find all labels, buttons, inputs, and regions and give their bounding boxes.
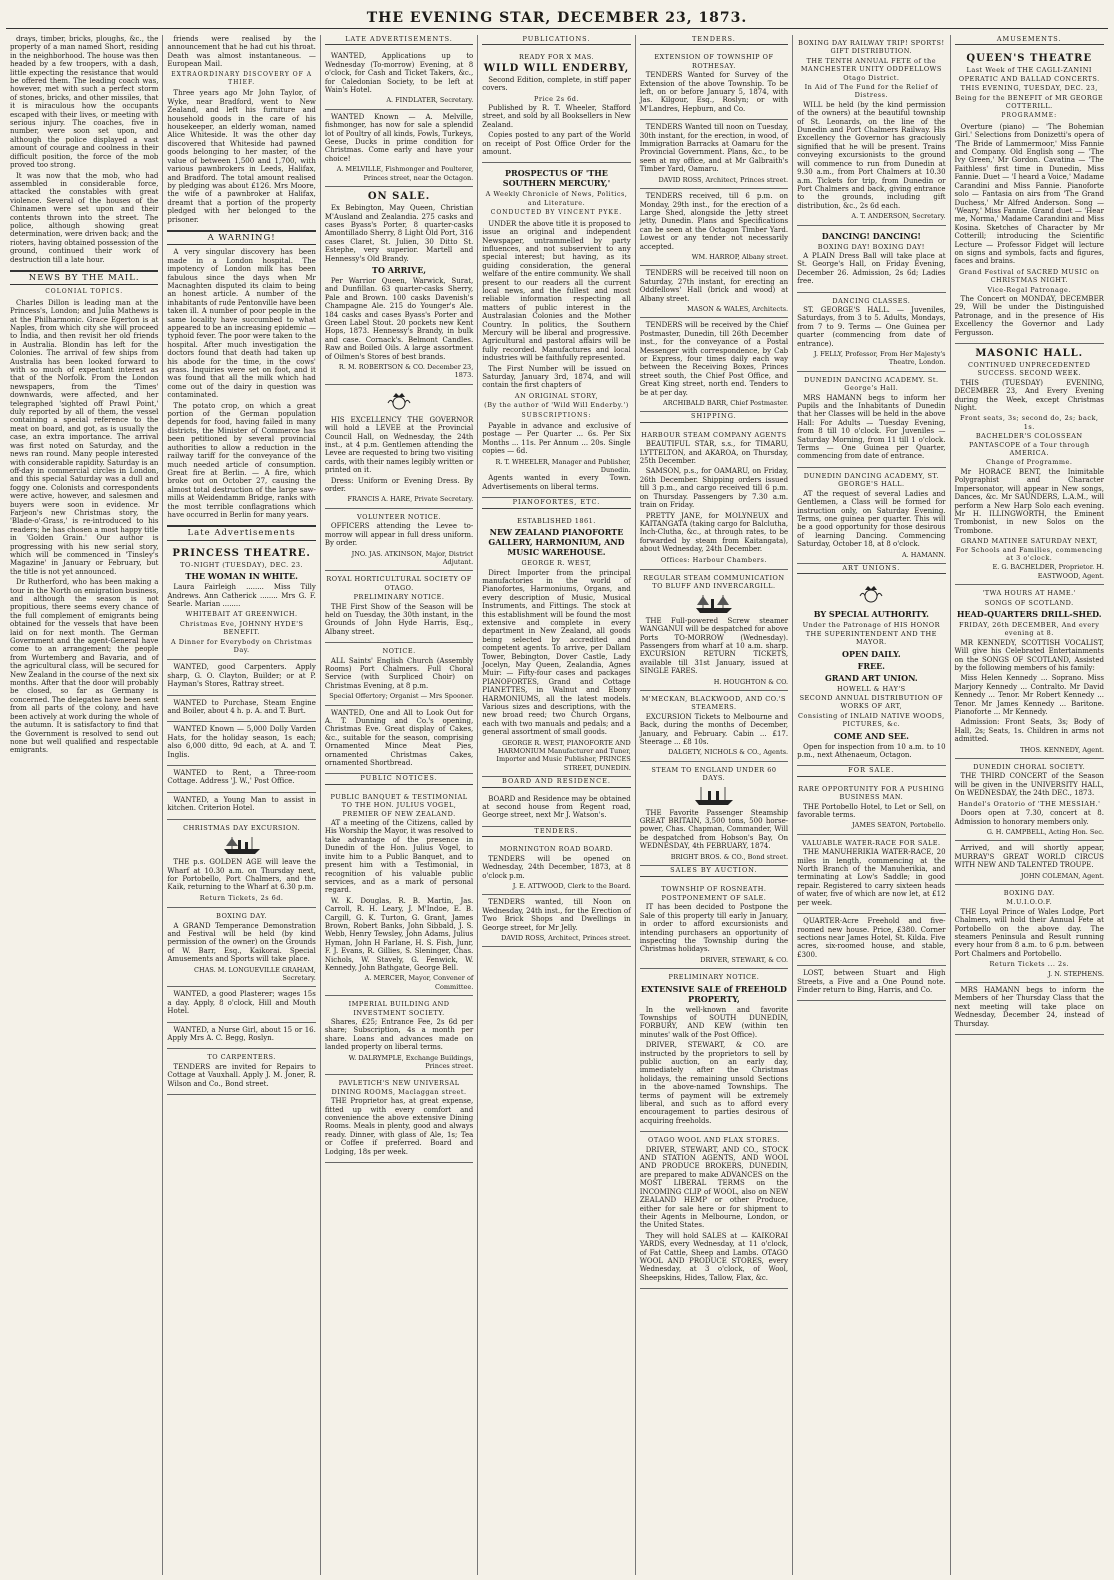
ad-signature: JNO. JAS. ATKINSON, Major, District Adjutant.	[351, 549, 474, 566]
ad-text: DRIVER, STEWART, AND CO., STOCK AND STATION AGENTS, AND WOOL AND PRODUCE BROKERS, DUNEDIN, are prepared to make ADVANCES on the MOST LIBERAL TERMS on the INCOMING CLIP of WOOL, also on NEW ZEALAND HEMP or other Produce, either for sale here or for shipment to their Agents in Melbourne, London, or the United States.	[639, 1145, 789, 1230]
tender-ad	[640, 120, 788, 189]
ad-text: UNDER the above title it is proposed to issue an original and independent Newspaper, untrammelled by party influences, and not subservient to any special interest; but having, as its guiding consideration, the general welfare of the entire community. We shall present to our readers all the current local news, and the fullest and most reliable information respecting all matters of public interest in the Australasian Colonies and the Mother Country. In politics, the Southern Mercury will be liberal and progressive. Agricultural and pastoral affairs will be fully recorded. Manufactures and local industries will be faithfully represented.	[482, 219, 631, 363]
ad-title: M'MECKAN, BLACKWOOD, AND CO.'S STEAMERS.	[641, 695, 787, 712]
section-header: SALES BY AUCTION.	[640, 866, 788, 876]
article-text: Charles Dillon is leading man at the Princess's, London; and Julia Mathews is at the Philharmonic. Grace Egerton is at Naples, from which city she will proceed to India, and then revisit her old friends in Australia. Blondin has left for the Colonies. The arrival of few ships from Australia has been looked forward to with so much of expectant interest as that of the Norfolk. From the London newspapers, from the 'Times' downwards, were affected, and her telegraphed 'sighted off Prawl Point,' duly reported by all of them, the vessel containing a special reference to the meat on board, and got, as is usually the case, an extra importance. The arrival was first noted on Saturday, and the news ran round. Many people interested with considerable rapidity. Saturday is an off-day in commercial circles in London, and this special Saturday was a dull and foggy one. Colonists and correspondents were active, however, and salesmen and buyers were soon in evidence. Mr Farjeon's new Christmas story, the 'Blade-o'-Grass,' is re-introduced to his readers; he has chosen a most happy title in 'Golden Grain.' Our author is progressing with his new serial story, which will be commenced in 'Tinsley's Magazine' in January or February, but the title is not yet announced.	[10, 298, 159, 576]
ad-text: QUARTER-Acre Freehold and five-roomed new house. Price, £380. Corner sections near James Hotel, St. Kilda. Five acres, six-roomed house, and stable, £300.	[797, 917, 946, 959]
ad-text: ALL Saints' English Church (Assembly Rooms) Port Chalmers. Full Choral Service (with Surpliced Choir) on Christmas Evening, at 8 p.m.	[324, 656, 474, 690]
prospectus-ad	[482, 163, 630, 498]
ad-text: AT the request of several Ladies and Gentlemen, a Class will be formed for instruction only, on Saturday Evening. Terms, one guinea per quarter. This will be a good opportunity for those desirous of learning Dancing. Commencing Saturday, October 18, at 8 o'clock.	[797, 489, 946, 549]
ad-signature: WM. HARROP, Albany street.	[691, 252, 789, 261]
ad-text: THE Proprietor has, at great expense, fitted up with every comfort and convenience the above extensive Dining Rooms. Meals in plenty, good and always ready. Dinner, with glass of Ale, 1s; Tea or Coffee if preferred. Board and Lodging, 18s per week.	[324, 1097, 474, 1156]
concert-ad	[955, 585, 1104, 759]
section-header: LATE ADVERTISEMENTS.	[325, 35, 473, 45]
ad-subtitle: EXTENSIVE SALE of FREEHOLD PROPERTY,	[640, 983, 787, 1004]
ad-title: PUBLIC BANQUET & TESTIMONIAL TO THE HON. JULIUS VOGEL, PREMIER OF NEW ZEALAND.	[330, 792, 468, 818]
ad-dinner: A Dinner for Everybody on Christmas Day.	[170, 637, 313, 654]
ad-text: TENDERS will be received till noon on Saturday, 27th instant, for erecting an Oddfellows' Hall (brick and wood) at Albany street.	[639, 269, 789, 303]
ad-subtitle: CONTINUED UNPRECEDENTED SUCCESS. SECOND WEEK.	[968, 361, 1091, 378]
shipping-ad	[640, 570, 788, 691]
masthead: THE EVENING STAR, DECEMBER 23, 1873.	[6, 8, 1108, 29]
ad-signature: G. H. CAMPBELL, Acting Hon. Sec.	[986, 827, 1104, 836]
section-header: AMUSEMENTS.	[955, 35, 1104, 45]
ad-text: THE Full-powered Screw steamer WANGANUI will be despatched for above Ports TO-MORROW (Wednesday). Passengers from wharf at 10 a.m. sharp. EXCURSION RETURN TICKETS, available till 31st January, issued at SINGLE FARES.	[639, 616, 789, 676]
ad-subtitle: A Weekly Chronicle of News, Politics, and Literature.	[485, 190, 628, 207]
ad-subtitle: PRELIMINARY NOTICE.	[353, 593, 445, 602]
ad-title: EXTENSION OF TOWNSHIP OF ROTHESAY.	[654, 53, 774, 70]
ad-benefit: Being for the BENEFIT of MR GEORGE COTTERILL.	[955, 93, 1104, 111]
ad-text: WANTED to Purchase, Steam Engine and Boiler, about 4 h. p. A. and T. Burt.	[167, 698, 316, 716]
ad-title: DANCING! DANCING!	[821, 230, 921, 241]
royal-crest-icon	[857, 584, 885, 606]
article-text: The potato crop, on which a great portion of the German population depends for food, having failed in many districts, the Minister of Commerce has been petitioned by several provincial authorities to allow a reduction in the railway tariff for the conveyance of the much needed article of consumption. Great fire at Berlin. — A fire, which broke out on October 27, causing the almost total destruction of the large saw-mills at Weidendamm Bridge, ranks with the most terrible conflagrations which have occurred in Berlin for many years.	[167, 401, 316, 519]
ad-subtitle: (By the author of 'Wild Will Enderby.')	[484, 401, 629, 410]
ad-text: WANTED Known — 5,000 Dolly Varden Hats, for the holiday season, 1s each; also 6,000 ditto, 9d each, at A. and T. Inglis.	[167, 725, 316, 759]
ad-text: WANTED, good Carpenters. Apply sharp, G. O. Clayton, Builder; or at P. Hayman's Stores, Rattray street.	[167, 663, 316, 689]
ad-text: WANTED, a Nurse Girl, about 15 or 16. Apply Mrs A. C. Begg, Roslyn.	[167, 1025, 316, 1042]
tender-ad	[640, 189, 788, 266]
art-union-ad	[797, 578, 945, 766]
ad-text: A PLAIN Dress Ball will take place at St. George's Hall, on Friday Evening, December 26. Admission, 2s 6d; Ladies free.	[797, 251, 946, 286]
ad-title: BOXING DAY.	[1003, 888, 1055, 897]
ad-title: MASONIC HALL.	[975, 348, 1084, 359]
ad-text: OFFICERS attending the Levee to-morrow will appear in full dress uniform. By order.	[324, 522, 474, 548]
ad-title: PRINCESS THEATRE.	[172, 547, 311, 559]
ad-text: Miss Helen Kennedy ... Soprano. Miss Marjory Kennedy ... Contralto. Mr David Kennedy ... Tenor. Mr Robert Kennedy ... Tenor. Mr James Kennedy ... Baritone. Pianoforte ... Mr Kennedy.	[954, 674, 1104, 717]
ad-text: Published by R. T. Wheeler, Stafford street, and sold by all Booksellers in New Zealand.	[482, 104, 631, 129]
ad-title: BY SPECIAL AUTHORITY.	[813, 609, 929, 620]
section-header: BOARD AND RESIDENCE.	[482, 777, 630, 787]
ad-signature: J. E. ATTWOOD, Clerk to the Board.	[512, 881, 631, 890]
ad-subtitle: GRAND MATINEE SATURDAY NEXT, For Schools and Families, commencing at 3 o'clock.	[955, 537, 1103, 562]
ad-signature: A. T. ANDERSON, Secretary.	[851, 212, 946, 221]
classified-ad	[167, 987, 315, 1022]
ad-subtitle: PROGRAMME:	[1001, 112, 1058, 120]
ad-title: VOLUNTEER NOTICE.	[357, 512, 442, 521]
column-4	[478, 35, 635, 1575]
ad-signature: W. DALRYMPLE, Exchange Buildings, Princes street.	[348, 1053, 474, 1071]
classified-ad	[167, 766, 315, 793]
ad-text: EXCURSION Tickets to Melbourne and Back, during the months of December, January, and February. Cabin ... £17. Steerage ... £8 10s.	[639, 712, 789, 747]
tender-ad	[482, 895, 630, 947]
ad-text: BEAUTIFUL STAR, s.s., for TIMARU, LYTTELTON, and AKAROA, on Thursday, 25th December.	[639, 440, 789, 466]
section-header: TENDERS.	[640, 35, 788, 45]
section-headline: Late Advertisements	[167, 525, 315, 540]
ad-signature: FRANCIS A. HARE, Private Secretary.	[347, 495, 474, 504]
dance-ad	[797, 226, 945, 293]
ad-kicker: READY FOR X MAS.	[518, 53, 594, 62]
column-2	[163, 35, 320, 1575]
auction-ad	[640, 969, 788, 1132]
theatre-ad	[955, 49, 1104, 344]
ad-text: They will hold SALES at — KAIKORAI YARDS, every Wednesday, at 11 o'clock, of Fat Cattle, Sheep and Lambs. OTAGO WOOL AND PRODUCE STORES, every Wednesday, at 3 o'clock, of Wool, Sheepskins, Hides, Tallow, Flax, &c.	[639, 1231, 789, 1282]
volunteer-ad	[325, 509, 473, 571]
ad-text: TENDERS are invited for Repairs to Cottage at Vauxhall. Apply J. M. Joner, R. Wilson and Co., Bond street.	[167, 1062, 316, 1088]
ad-title: PROSPECTUS OF 'THE SOUTHERN MERCURY,'	[502, 168, 611, 189]
ad-subtitle: SECOND ANNUAL DISTRIBUTION OF WORKS OF ART,	[799, 693, 944, 711]
ad-title: DUNEDIN DANCING ACADEMY, ST. GEORGE'S HALL.	[803, 471, 939, 489]
ad-subtitle: COME AND SEE.	[833, 730, 909, 741]
ad-title: RARE OPPORTUNITY FOR A PUSHING BUSINESS MAN.	[798, 784, 945, 802]
ad-title: TO CARPENTERS.	[207, 1053, 276, 1062]
auction-ad	[640, 881, 788, 970]
ad-price: Price 2s 6d.	[533, 94, 579, 103]
ad-signature: A. MELVILLE, Fishmonger and Poulterer, Princes street, near the Octagon.	[336, 165, 474, 182]
ad-text: WANTED Known — A. Melville, fishmonger, has now for sale a splendid lot of Poultry of all kinds, Fowls, Turkeys, Geese, Ducks in prime condition for Christmas. Come early and have your choice!	[324, 112, 474, 163]
ad-subtitle: In Aid of The Fund for the Relief of Distress.	[804, 83, 939, 100]
section-header: TENDERS.	[482, 827, 630, 837]
article-text: friends were realised by the announcement that he had cut his throat. Death was almost instantaneous. — European Mail.	[167, 35, 316, 69]
ad-text: Payable in advance and exclusive of postage — Per Quarter ... 6s. Per Six Months ... 11s. Per Annum ... 20s. Single copies — 6d.	[482, 422, 631, 456]
classified-ad	[167, 660, 315, 695]
ad-date: TO-NIGHT (TUESDAY), DEC. 23.	[180, 560, 304, 569]
ad-title: ROYAL HORTICULTURAL SOCIETY OF OTAGO.	[326, 575, 472, 592]
ad-price: Front seats, 3s; second do, 2s; back, 1s.	[959, 414, 1099, 431]
boxing-day-ad	[167, 908, 315, 987]
ad-text: Doors open at 7.30, concert at 8. Admission to honorary members only.	[954, 809, 1104, 826]
piano-ad	[482, 513, 630, 778]
classified-ad	[325, 706, 473, 775]
ad-subtitle: FREE.	[857, 660, 885, 671]
ad-signature: BRIGHT BROS. & CO., Bond street.	[670, 852, 789, 861]
ad-title: OTAGO WOOL AND FLAX STORES.	[648, 1136, 780, 1145]
classified-ad	[167, 696, 315, 723]
excursion-ad	[167, 820, 315, 908]
ad-text: WANTED, a Young Man to assist in kitchen. Criterion Hotel.	[167, 795, 316, 813]
ad-subtitle: Handel's Oratorio of 'THE MESSIAH.'	[958, 799, 1101, 808]
ad-text: Mr HORACE BENT, the Inimitable Polygraphist and Character Impersonator, will appear in New songs, Dances, &c. Mr SAUNDERS, L.A.M., will perform a New Harp Solo each evening. Mr H. ILLINGWORTH, the Eminent Trombonist, in new Solos on the Trombone.	[954, 467, 1104, 535]
ad-title: VALUABLE WATER-RACE FOR SALE.	[802, 838, 941, 847]
ad-text: MRS HAMANN begs to inform her Pupils and the Inhabitants of Dunedin that her Classes will be held in the above Hall: For Adults — Tuesday Evening, from 8 till 10 o'clock. For Juveniles — Saturday Morning, from 11 till 1 o'clock. Terms — One Guinea per Quarter, commencing from date of entrance.	[797, 393, 946, 461]
ad-farce: WHITEBAIT AT GREENWICH.	[185, 610, 298, 619]
ad-text: Open for inspection from 10 a.m. to 10 p.m., next Athenaeum, Octagon.	[797, 742, 946, 759]
ad-text: Dress: Uniform or Evening Dress. By order.	[324, 476, 474, 494]
ad-text: The First Number will be issued on Saturday, January 3rd, 1874, and will contain the first chapters of	[482, 364, 631, 390]
article-text: drays, timber, bricks, ploughs, &c., the property of a man named Short, residing in the neighborhood. The house was then headed by a few troopers, with a dash, little expecting the resistance that would be offered them. The leading coach was, however, met with such a perfect storm of stones, bricks, and other missiles, that it is miraculous how the occupants escaped with their lives, or meeting with serious injury. The coaches, five in number, were soon set upon, and although the police displayed a vast amount of courage and coolness in their difficult position, the force of the mob proved too strong.	[10, 35, 159, 170]
ad-title: PRELIMINARY NOTICE.	[668, 973, 760, 982]
ad-signature: R. T. WHEELER, Manager and Publisher, Dunedin.	[495, 457, 631, 475]
article-text: It was now that the mob, who had assembled in considerable force, attacked the constables with great violence. Several of the houses of the Chinamen were set upon and their contents thrown into the street. The police, although showing great determination, were driven back; and the rioters, having obtained possession of the ground, continued their work of destruction till a late hour.	[10, 171, 159, 264]
ad-subtitle: SUBSCRIPTIONS:	[521, 411, 592, 419]
road-board-ad	[482, 841, 630, 895]
ad-subtitle: GEORGE R. WEST,	[521, 559, 592, 568]
tender-ad	[640, 266, 788, 318]
section-header: PIANOFORTES, ETC.	[482, 498, 630, 508]
ad-text: Arrived, and will shortly appear, MURRAY'S GREAT WORLD CIRCUS WITH NEW AND TALENTED TROUPE.	[954, 844, 1104, 870]
masonic-hall-ad	[955, 344, 1104, 585]
fete-ad	[797, 35, 945, 226]
ad-subtitle: Grand Festival of SACRED MUSIC on CHRISTMAS NIGHT.	[958, 267, 1100, 285]
classified-ad	[167, 1023, 315, 1050]
column-1	[6, 35, 163, 1575]
ad-title: DANCING CLASSES.	[832, 296, 911, 305]
section-headline: NEWS BY THE MAIL.	[10, 270, 158, 285]
ad-subtitle: HEAD-QUARTERS DRILL-SHED.	[956, 608, 1102, 619]
ad-text: WILL be held (by the kind permission of the owners) at the beautiful township of St. Leonards, on the line of the Dunedin and Port Chalmers Railway. His Excellency the Governor has graciously signified that he will be present. Trains conveying excursionists to the ground will commence to run from Dunedin at 9.30 a.m., from Port Chalmers at 10.30 a.m. Tickets for trip, from Dunedin or Port Chalmers and back, giving entrance to the grounds, including gift distribution, &c., 2s 6d each.	[797, 100, 946, 210]
wool-stores-ad	[640, 1132, 788, 1289]
levee-ad	[325, 385, 473, 509]
ad-title: CHRISTMAS DAY EXCURSION.	[183, 823, 301, 832]
ad-text: Direct Importer from the principal manufactories in the world of Pianofortes, Harmoniums, Organs, and every description of Music, Musical Instruments, and Fittings. The stock at this establishment will be found the most extensive and complete in every department in New Zealand, all goods being selected by accredited and competent agents. To arrive, per Dallam Tower, Bebington, Dover Castle, Lady Jocelyn, May Queen, Zealandia, Agnes Muir: — Fifty-four cases and packages PIANOFORTES, Grand and Cottage PIANETTES, in Walnut and Ebony HARMONIUMS, all the latest models. Various sizes and descriptions, with the new broad reed; two Church Organs, each with two manuals and pedals; and a general assortment of small goods.	[482, 568, 631, 737]
ad-signature: DALGETY, NICHOLS & CO., Agents.	[668, 748, 789, 757]
section-header: ART UNIONS.	[797, 564, 945, 574]
ad-text: MRS HAMANN begs to inform the Members of her Thursday Class that the next meeting will take place on Wednesday, December 24, instead of Thursday.	[954, 986, 1104, 1028]
ad-text: WANTED, a good Plasterer; wages 15s a day. Apply, 8 o'clock, Hill and Mouth Hotel.	[167, 990, 316, 1016]
ad-text: TENDERS will be received by the Chief Postmaster, Dunedin, till 26th December inst., for the conveyance of a Postal Messenger with correspondence, by Cab or Express, four times daily each way between the Receiving Boxes, Princes street south, the Chief Post Office, and Great King street, north end. Tenders to be at per day.	[639, 321, 789, 397]
ad-signature: JOHN COLEMAN, Agent.	[1020, 871, 1104, 880]
ad-subtitle: Vice-Regal Patronage.	[987, 285, 1071, 294]
ad-text: THE p.s. GOLDEN AGE will leave the Wharf at 10.30 a.m. on Thursday next, for Portobello, Port Chalmers, and the Kaik, returning to the Wharf at 6.30 p.m.	[167, 858, 316, 892]
ad-title: TOWNSHIP OF ROSNEATH.	[661, 884, 767, 893]
classified-ad	[167, 793, 315, 820]
steamship-icon	[694, 593, 734, 615]
ad-text: SAMSON, p.s., for OAMARU, on Friday, 26th December. Shipping orders issued till 3 p.m., and cargo received till 6 p.m. on Thursday. Passengers by 7.30 a.m. train on Friday.	[639, 467, 789, 510]
tender-ad	[640, 49, 788, 120]
ad-signature: GEORGE R. WEST, PIANOFORTE AND HARMONIUM Manufacturer and Tuner, Importer and Music Publisher, PRINCES STREET, DUNEDIN.	[496, 738, 631, 772]
circus-ad	[955, 841, 1104, 885]
ad-title: PAVLETICH'S NEW UNIVERSAL DINING ROOMS, Maclaggan street.	[331, 1079, 467, 1096]
sub-headline: EXTRAORDINARY DISCOVERY OF A THIEF.	[171, 70, 313, 87]
ad-text: The Concert on MONDAY, DECEMBER 29, Will be under the Distinguished Patronage, and in the presence of His Excellency the Governor and Lady Fergusson.	[954, 294, 1104, 337]
ad-title: WILD WILL ENDERBY,	[483, 62, 630, 74]
section-header: PUBLIC NOTICES.	[325, 774, 473, 784]
ad-signature: DAVID ROSS, Architect, Princes street.	[658, 175, 789, 184]
hotel-sale-ad	[797, 781, 945, 835]
ad-signature: J. FELLY, Professor, From Her Majesty's Theatre, London.	[813, 350, 946, 367]
ad-signature: A. MERCER, Mayor, Convener of Committee.	[364, 974, 474, 991]
book-ad	[482, 49, 630, 163]
article-text: A very singular discovery has been made in a London hospital. The impotency of London milk has been fabulous since the days when Mr Macnaghten disputed its claim to being an honest article. A number of the inhabitants of rude Pentonville have been taken ill. A number of poor people in the same locality have succumbed to what appeared to be an increasing epidemic — typhoid fever. The poor were taken to the hospital. After much investigation the doctors found that death had taken up his abode for the time, in the cows' grass. Inquiries were set on foot, and it was found that all the milk which had come out of the dairy in question was contaminated.	[167, 248, 316, 400]
ad-subtitle: TO ARRIVE,	[372, 264, 427, 275]
ad-text: THE Favorite Passenger Steamship GREAT BRITAIN, 3,500 tons, 500 horse-power, Chas. Chapman, Commander, Will be despatched from Hobson's Bay, On WEDNESDAY, 4th FEBRUARY, 1874.	[639, 808, 789, 851]
water-race-ad	[797, 835, 945, 914]
ad-text: WANTED, One and All to Look Out for A. T. Dunning and Co.'s opening, Christmas Eve. Great display of Cakes, &c., suitable for the season, comprising Ornamented Mince Meat Pies, ornamented Christmas Cakes, ornamented Shortbread.	[324, 708, 474, 768]
ad-subtitle: THE TENTH ANNUAL FETE of the MANCHESTER UNITY ODDFELLOWS Otago District.	[800, 56, 942, 82]
ad-price: Return Tickets, 2s 6d.	[199, 893, 284, 902]
carpenters-ad	[167, 1049, 315, 1095]
ad-text: THE THIRD CONCERT of the Season will be given in the UNIVERSITY HALL, On WEDNESDAY, the 24th DEC., 1873.	[954, 772, 1104, 798]
ad-subtitle: HOWELL & HAY'S	[837, 684, 906, 693]
committee-list: W. K. Douglas, R. B. Martin, Jas. Carroll, R. H. Leary, J. M'Indoe, E. B. Cargill, G. K. Turton, G. Grant, James Brown, Robert Banks, John Sibbald, J. S. Webb, Henry Tewsley, John Adams, Julius Hyman, John H Farlane, H. S. Fish, Junr, F. J. Evans, R. Gillies, S. Sleninger, Chas. Nichols, W. Stavely, G. Fenwick, W. Kennedy, John Bathgate, George Bell.	[324, 896, 474, 972]
ad-signature: H. HOUGHTON & CO.	[713, 677, 789, 686]
ad-subtitle: BACHELDER'S COLOSSEAN PANTASCOPE of a Tour through AMERICA.	[968, 432, 1090, 458]
ad-title: HARBOUR STEAM COMPANY AGENTS	[641, 430, 787, 439]
ad-title: QUEEN'S THEATRE	[966, 53, 1093, 65]
ad-play: THE WOMAN IN WHITE.	[185, 571, 298, 582]
property-ad	[797, 914, 945, 966]
classified-ad	[482, 792, 630, 827]
ad-signature: A. FINDLATER, Secretary.	[386, 96, 474, 105]
ad-text: Agents wanted in every Town. Advertisements on liberal terms.	[482, 474, 631, 491]
ad-subtitle: M.U.I.O.O.F.	[1006, 898, 1053, 907]
dance-ad	[797, 468, 945, 564]
theatre-ad	[167, 544, 315, 661]
ad-subtitle: AN ORIGINAL STORY,	[514, 391, 599, 400]
ad-text: IT has been decided to Postpone the Sale of this property till early in January, in order to afford excursionists and intending purchasers an opportunity of inspecting the Township during the Christmas holidays.	[639, 903, 789, 954]
ad-subtitle: SONGS OF SCOTLAND.	[984, 598, 1074, 607]
ad-title: DUNEDIN DANCING ACADEMY. St. George's Hall.	[804, 375, 939, 393]
ad-subtitle: Change of Programme.	[986, 458, 1073, 467]
ad-subtitle: Consisting of INLAID NATIVE WOODS, PICTURES, &c.	[797, 711, 945, 729]
ad-price: Return Tickets ... 2s.	[989, 960, 1070, 969]
ad-text: Per Warrior Queen, Warwick, Surat, and Dunfillan. 63 quarter-casks Sherry, Pale and Brown. 100 casks Davenish's Champagne Ale. 215 do Younger's Ale. 184 casks and cases Byass's Porter and Green Label Stout. 20 pockets new Kent Hops, 1873. Hennessy's Brandy, in bulk and case. Cornack's. Belmont Candles. Raw and Boiled Oils. A large assortment of Oilmen's Stores of best brands.	[324, 276, 474, 361]
shipping-ad	[640, 691, 788, 762]
steamship-icon	[694, 785, 734, 807]
ad-title: NOTICE.	[382, 647, 416, 656]
ad-text: In the well-known and favorite Townships of SOUTH DUNEDIN, FORBURY, AND KEW (within ten minutes' walk of the Post Office).	[639, 1005, 789, 1039]
ad-title: MORNINGTON ROAD BOARD.	[499, 845, 614, 854]
column-3	[321, 35, 478, 1575]
ad-editor: CONDUCTED BY VINCENT PYKE.	[490, 209, 623, 217]
ad-title: 'TWA HOURS AT HAME.'	[982, 589, 1076, 598]
ad-benefit: Christmas Eve, JOHNNY HYDE'S BENEFIT.	[179, 619, 304, 637]
ad-signature: THOS. KENNEDY, Agent.	[1020, 745, 1104, 754]
ad-title: REGULAR STEAM COMMUNICATION TO BLUFF AND INVERCARGILL.	[643, 573, 785, 591]
ad-signature: MASON & WALES, Architects.	[687, 304, 789, 313]
ad-title: DUNEDIN CHORAL SOCIETY.	[973, 763, 1086, 772]
ad-text: TENDERS wanted, till Noon on Wednesday, 24th inst., for the Erection of Two Brick Shops and Dwellings in George street, for Mr Jelly.	[482, 898, 631, 932]
steamship-icon	[222, 834, 262, 856]
article-text: Three years ago Mr John Taylor, of Wyke, near Bradford, went to New Zealand, and left his furniture and household goods in the care of his housekeeper, an elderly woman, named Alice Whiteside. It was the other day discovered that Whiteside had pawned goods belonging to her master, of the value of between 1,500 and 1,700, with various pawnbrokers in Leeds, Halifax, and Bradford. The total amount realised by pledging was about £126. Mrs Moore, the wife of a pawnbroker at Halifax, dreamt that a portion of the property pledged with her belonged to the prisoner.	[167, 89, 316, 224]
ad-signature: A. HAMANN.	[901, 550, 946, 559]
ad-text: THE Portobello Hotel, to Let or Sell, on favorable terms.	[797, 802, 946, 820]
ad-kicker: ESTABLISHED 1861.	[517, 516, 596, 525]
horticultural-ad	[325, 571, 473, 643]
dance-ad	[797, 293, 945, 372]
ad-signature: J. N. STEPHENS.	[1048, 969, 1104, 978]
ad-text: TENDERS received, till 6 p.m. on Monday, 29th inst., for the erection of a Large Shed, alongside the Jetty street jetty, Dunedin. Plans and Specifications can be seen at the Octagon Timber Yard. Lowest or any tender not necessarily accepted.	[639, 192, 789, 251]
ad-subtitle: GRAND ART UNION.	[824, 672, 918, 683]
tender-ad	[640, 318, 788, 412]
church-notice	[325, 643, 473, 705]
ad-text: Laura Fairleigh ........ Miss Tilly Andrews. Ann Catherick ........ Mrs G. F. Searle. Marian ........	[167, 583, 316, 608]
ad-subtitle: Under the Patronage of HIS HONOR THE SUPERINTENDENT AND THE MAYOR.	[802, 621, 940, 647]
ad-text: MR KENNEDY, SCOTTISH VOCALIST, Will give his Celebrated Entertainments on the SONGS OF SCOTLAND, Assisted by the following members of his family:	[954, 638, 1104, 672]
ad-subtitle: BOXING DAY! BOXING DAY!	[817, 242, 925, 251]
ad-title: BOXING DAY.	[216, 912, 268, 921]
ad-title: NEW ZEALAND PIANOFORTE GALLERY, HARMONIUM, AND MUSIC WAREHOUSE.	[488, 527, 625, 558]
column-7	[951, 35, 1108, 1575]
ad-text: A GRAND Temperance Demonstration and Festival will be held (by kind permission of the owner) on the Grounds of W. Barr, Esq., Kaikorai. Special Amusements and Sports will take place.	[167, 921, 316, 964]
ad-text: WANTED, Applications up to Wednesday (To-morrow) Evening, at 8 o'clock, for Cash and Ticket Takers, &c., for Caledonian Society, to be left at Wain's Hotel.	[324, 52, 474, 95]
ad-subtitle: OPEN DAILY.	[841, 648, 901, 659]
sub-headline: COLONIAL TOPICS.	[45, 288, 124, 296]
column-6	[793, 35, 950, 1575]
ad-text: THIS (TUESDAY) EVENING, DECEMBER 23, And Every Evening during the Week, except Christmas Night.	[954, 378, 1104, 413]
ad-text: THE Loyal Prince of Wales Lodge, Port Chalmers, will hold their Annual Fete at Portobello on the above day. The steamers Peninsula and Result running every hour from 8 a.m. to 6 p.m. between Port Chalmers and Portobello.	[954, 907, 1104, 958]
ad-signature: ARCHIBALD BARR, Chief Postmaster.	[663, 399, 789, 408]
ad-text: TENDERS Wanted for Survey of the Extension of the above Township. To be left, on or before January 5, 1874, with Jas. Kilgour, Esq., Roslyn; or with M'Landres, Hepburn, and Co.	[639, 71, 789, 113]
ad-date: FRIDAY, 26th DECEMBER, And every evening at 8.	[959, 620, 1100, 638]
ad-text: AT a meeting of the Citizens, called by His Worship the Mayor, it was resolved to take advantage of the presence in Dunedin of the Hon. Julius Vogel, to invite him to a Public Banquet, and to present him with a Testimonial, in recognition of his valuable public services, and as a mark of personal regard.	[324, 819, 474, 895]
ad-text: Admission: Front Seats, 3s; Body of Hall, 2s; Seats, 1s. Children in arms not admitted.	[954, 718, 1104, 744]
choral-society-ad	[955, 759, 1104, 841]
ad-signature: DRIVER, STEWART, & CO.	[700, 955, 789, 964]
column-5	[636, 35, 793, 1575]
ad-text: PRETTY JANE, for MOLYNEUX and KAITANGATA (taking cargo for Balclutha, Inch-Clutha, &c., at through rates, to be forwarded by steam from Kaitangata), about Wednesday, 24th December.	[639, 511, 789, 554]
ad-date: THIS EVENING, TUESDAY, DEC. 23,	[960, 84, 1098, 93]
section-header: FOR SALE.	[797, 766, 945, 776]
ad-text: Overture (piano) — 'The Bohemian Girl.' Selections from Donizetti's opera of 'The Bride of Lammermoor,' Miss Fannie and Company. Old English song — 'The Ivy Green,' Mr Gordon. Cavatina — 'The Faithless' first time in Dunedin, Miss Fannie. Duet — 'I heard a Voice,' Madame Carandini and Miss Fannie. Pianoforte solo — Fantasia on airs from 'The Grand Duchess,' Mr Alfred Anderson. Song — 'Weary,' Miss Fannie. Grand duet — 'Hear me, Norma,' Madame Carandini and Miss Kosina. Sketches of Character by Mr Cotterill; introducing the Scientific Lecture — Professor Fidget will lecture on signs and symbols, facts and figures, faces and brains.	[954, 122, 1104, 266]
ad-text: WANTED to Rent, a Three-room Cottage. Address 'J. W.,' Post Office.	[167, 769, 316, 786]
ad-signature: E. G. BACHELDER, Proprietor. H. EASTWOOD, Agent.	[992, 563, 1104, 580]
ad-text: ST. GEORGE'S HALL. — Juveniles, Saturdays, from 3 to 5. Adults, Mondays, from 7 to 9. Terms — One Guinea per quarter (commencing from date of entrance).	[797, 305, 946, 348]
ad-text: TENDERS Wanted till noon on Tuesday, 30th instant, for the erection, in wood, of Immigration Barracks at Oamaru for the Provincial Government. Plans, &c., to be seen at my office, and at Mr Galbraith's Timber Yard, Oamaru.	[639, 123, 789, 174]
ad-signature: Special Offertory; Organist — Mrs Spooner.	[329, 692, 474, 701]
ad-title: STEAM TO ENGLAND UNDER 60 DAYS.	[651, 765, 777, 783]
article-text: Dr Rutherford, who has been making a tour in the North on emigration business, and although the season is not propitious, there seems every chance of the full complement of emigrants being obtained for the vessels that have been laid on for next month. The German Government and the agent-General have come to an arrangement; the people from Wurtemberg and Bavaria, and of the agricultural class, will be secured for New Zealand in the course of the next six months. After that the door will probably be closed, so far as Germany is concerned. The delegates have been sent from all parts of the colony, and have been actively at work during the whole of the autumn. It is satisfactory to find that the Government is resolved to send out none but well qualified and respectable emigrants.	[10, 578, 159, 755]
ad-signature: CHAS. M. LONGUEVILLE GRAHAM, Secretary.	[194, 965, 316, 982]
ad-title: IMPERIAL BUILDING AND INVESTMENT SOCIETY.	[348, 1000, 450, 1017]
section-header: PUBLICATIONS.	[482, 35, 630, 45]
sale-ad	[325, 187, 473, 385]
ad-signature: JAMES SEATON, Portobello.	[852, 821, 946, 830]
ad-text: THE MANUHERIKIA WATER-RACE, 20 miles in length, commencing at the North Branch of the Manuherikia, and terminating at Low's Saddle; in good repair. Registered to carry sixteen heads of water, five of which are now let, at £12 per week.	[797, 848, 946, 907]
dance-notice-ad	[955, 983, 1104, 1035]
ad-title: ON SALE.	[367, 191, 431, 203]
ad-text: HIS EXCELLENCY THE GOVERNOR will hold a LEVEE at the Provincial Council Hall, on Wednesday, the 24th inst., at 4 p.m. Gentlemen attending the Levee are requested to bring two visiting cards, with their names legibly written or printed on it.	[324, 415, 474, 475]
ad-text: Copies posted to any part of the World on receipt of Post Office Order for the amount.	[482, 131, 631, 157]
ad-text: BOARD and Residence may be obtained at second house from Regent road, George street, next Mr J. Watson's.	[482, 794, 631, 820]
shipping-ad	[640, 762, 788, 866]
columns	[6, 35, 1108, 1575]
ad-signature: R. M. ROBERTSON & CO. December 23, 1873.	[338, 363, 474, 380]
classified-ad	[325, 110, 473, 187]
dining-rooms-ad	[325, 1075, 473, 1163]
ad-footer: Offices: Harbour Chambers.	[660, 555, 767, 564]
ad-text: DRIVER, STEWART, & CO. are instructed by the proprietors to sell by public auction, on an early day, immediately after the Christmas holidays, the remaining unsold Sections in the above-named Townships. The terms of payment will be extremely liberal, and such as to afford every encouragement to parties desirous of acquiring freeholds.	[639, 1041, 789, 1125]
classified-ad	[325, 49, 473, 109]
building-society-ad	[325, 996, 473, 1075]
ad-subtitle: POSTPONEMENT OF SALE.	[661, 893, 767, 902]
banquet-ad	[325, 789, 473, 996]
classified-ad	[167, 722, 315, 766]
ad-text: THE First Show of the Season will be held on Tuesday, the 30th instant, in the Grounds of John Hyde Harris, Esq., Albany street.	[324, 602, 474, 636]
shipping-ad	[640, 427, 788, 570]
lost-ad	[797, 966, 945, 1001]
ad-subtitle: Last Week of THE CAGLI-ZANINI OPERATIC AND BALLAD CONCERTS.	[958, 66, 1100, 83]
ad-text: TENDERS will be opened on Wednesday, 24th December, 1873, at 8 o'clock p.m.	[482, 854, 631, 880]
section-header: SHIPPING.	[640, 412, 788, 422]
lodge-fete-ad	[955, 885, 1104, 983]
ad-title: BOXING DAY RAILWAY TRIP! SPORTS! GIFT DISTRIBUTION.	[798, 39, 945, 56]
ad-text: Shares, £25; Entrance Fee, 2s 6d per share; Subscription, 4s a month per share. Loans and advances made on landed property on liberal terms.	[324, 1018, 474, 1052]
section-headline: A WARNING!	[167, 230, 315, 245]
ad-text: Ex Bebington, May Queen, Christian M'Ausland and Zealandia. 275 casks and cases Byass's Porter, 8 quarter-casks Amontillado Sherry, 8 Light Old Port, 316 cases Claret, St. Julien, 30 Ditto St. Estephe, very superior. Martell and Hennessy's Old Brandy.	[324, 204, 474, 263]
dance-ad	[797, 372, 945, 468]
ad-text: LOST, between Stuart and High Streets, a Five and a One Pound note. Finder return to Bing, Harris, and Co.	[797, 969, 946, 994]
ad-signature: DAVID ROSS, Architect, Princes street.	[501, 933, 631, 942]
ad-text: Second Edition, complete, in stiff paper covers.	[482, 75, 631, 93]
royal-crest-icon	[385, 391, 413, 413]
